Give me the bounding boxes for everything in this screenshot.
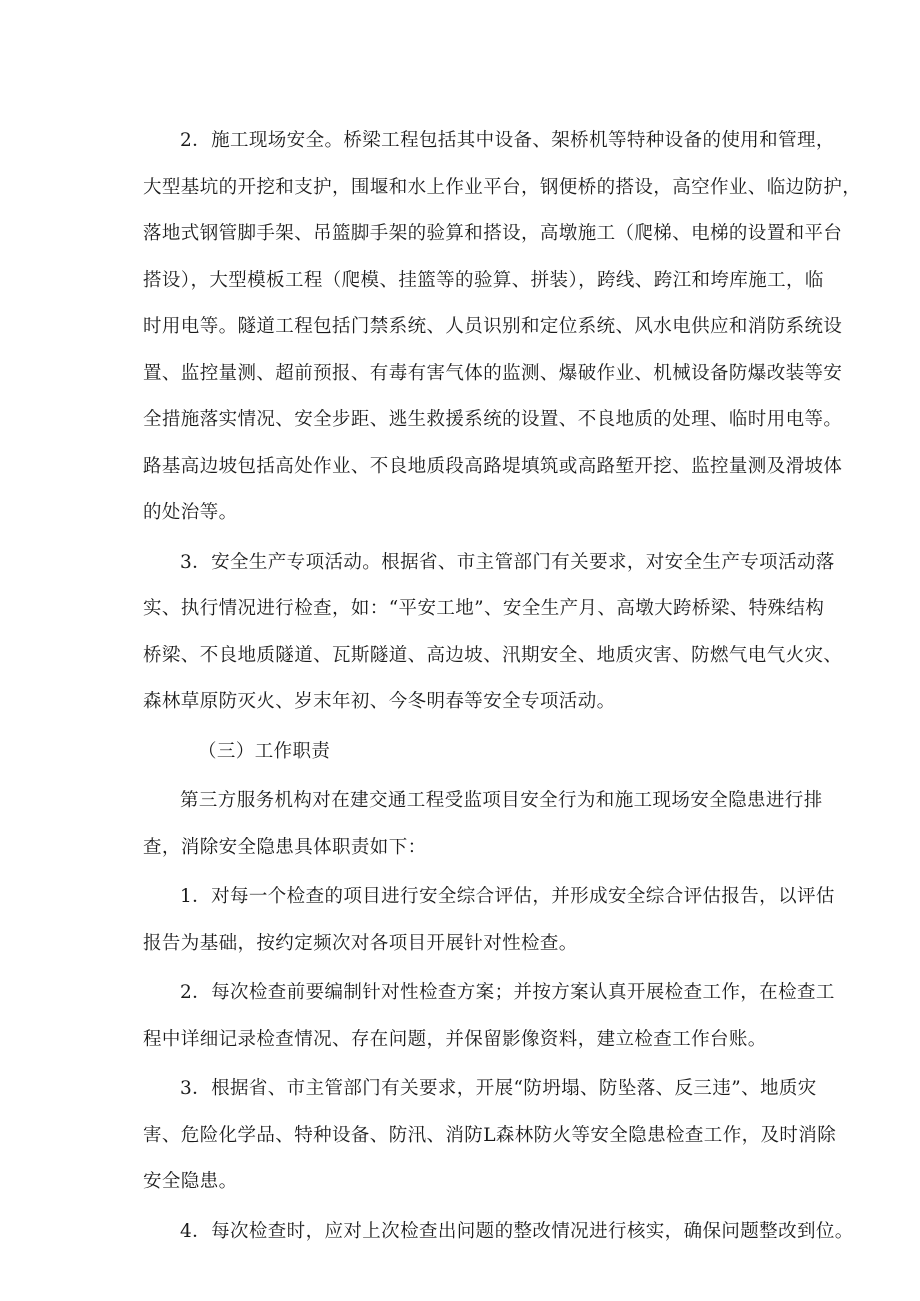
text-line: 时用电等。隧道工程包括门禁系统、人员识别和定位系统、风水电供应和消防系统设: [143, 316, 843, 337]
text-line: 大型基坑的开挖和支护，围堰和水上作业平台，钢便桥的搭设，高空作业、临边防护，: [143, 176, 862, 198]
text-line: 森林草原防灭火、岁末年初、今冬明春等安全专项活动。: [143, 691, 616, 712]
paragraph-duty-3: [143, 1066, 837, 1206]
text-line: 1．对每一个检查的项目进行安全综合评估，并形成安全综合评估报告，以评估: [180, 886, 835, 907]
text-line: 查，消除安全隐患具体职责如下：: [143, 836, 427, 858]
text-line: 的处治等。: [143, 502, 238, 523]
paragraph-duty-1: [143, 874, 835, 967]
text-line: 第三方服务机构对在建交通工程受监项目安全行为和施工现场安全隐患进行排: [180, 790, 823, 811]
text-line: 路基高边坡包括高处作业、不良地质段高路堤填筑或高路堑开挖、监控量测及滑坡体: [143, 455, 843, 477]
paragraph-duty-4: [143, 1209, 854, 1256]
text-line: 置、监控量测、超前预报、有毒有害气体的监测、爆破作业、机械设备防爆改装等安: [143, 362, 843, 384]
paragraph-duty-2: [143, 970, 835, 1063]
text-line: 3．根据省、市主管部门有关要求，开展“防坍塌、防坠落、反三违”、地质灾: [180, 1078, 817, 1099]
text-line: 程中详细记录检查情况、存在问题，并保留影像资料，建立检查工作台账。: [143, 1028, 767, 1050]
text-line: 3．安全生产专项活动。根据省、市主管部门有关要求，对安全生产专项活动落: [180, 551, 835, 573]
text-line: 桥梁、不良地质隧道、瓦斯隧道、高边坡、汛期安全、地质灾害、防燃气电气火灾、: [143, 644, 843, 666]
text-line: 搭设），大型模板工程（爬模、挂篮等的验算、拼装），跨线、跨江和垮库施工，临: [143, 269, 824, 291]
text-line: 实、执行情况进行检查，如：“平安工地”、安全生产月、高墩大跨桥梁、特殊结构: [143, 598, 825, 619]
text-line: 害、危险化学品、特种设备、防汛、消防L森林防火等安全隐患检查工作，及时消除: [143, 1124, 837, 1146]
section-heading: [143, 729, 780, 776]
paragraph-intro-duties: [143, 778, 823, 871]
text-line: 报告为基础，按约定频次对各项目开展针对性检查。: [143, 932, 578, 954]
heading-text: （三）工作职责: [198, 740, 331, 762]
text-line: 全措施落实情况、安全步距、逃生救援系统的设置、不良地质的处理、临时用电等。: [143, 409, 843, 430]
paragraph-special-activities: [143, 540, 843, 726]
text-line: 2．施工现场安全。桥梁工程包括其中设备、架桥机等特种设备的使用和管理，: [180, 130, 835, 151]
text-line: 落地式钢管脚手架、吊篮脚手架的验算和搭设，高墩施工（爬梯、电梯的设置和平台: [143, 223, 843, 244]
text-line: 安全隐患。: [143, 1171, 238, 1192]
text-line: 2．每次检查前要编制针对性检查方案；并按方案认真开展检查工作，在检查工: [180, 982, 835, 1003]
text-line: 4．每次检查时，应对上次检查出问题的整改情况进行核实，确保问题整改到位。: [180, 1220, 854, 1242]
paragraph-site-safety: [143, 118, 862, 537]
